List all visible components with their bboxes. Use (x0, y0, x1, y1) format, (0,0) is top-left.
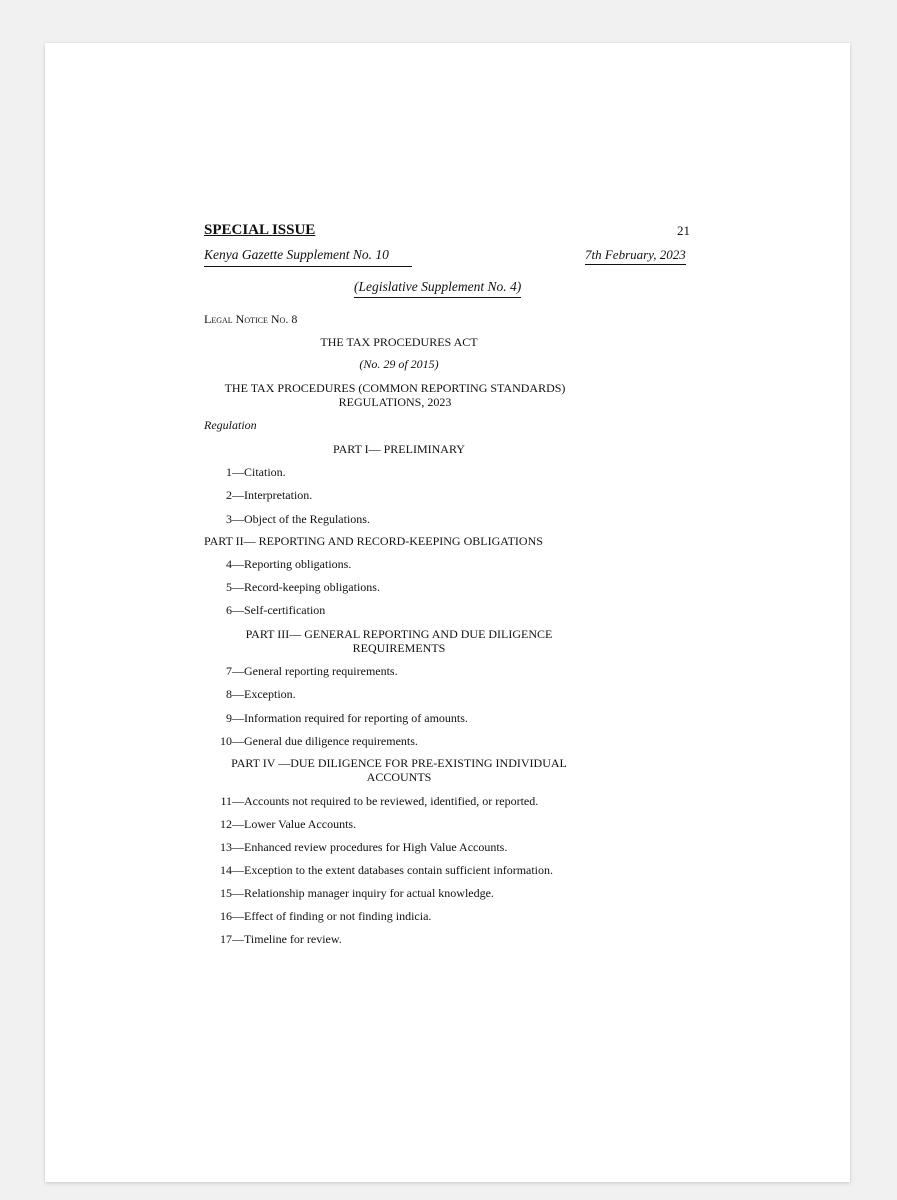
list-item: 4—Reporting obligations. (226, 557, 352, 571)
list-item: 17—Timeline for review. (220, 932, 342, 946)
list-item: 13—Enhanced review procedures for High Value Accounts. (220, 840, 508, 854)
act-number: (No. 29 of 2015) (359, 357, 439, 371)
page-number: 21 (677, 223, 690, 238)
regulations-title: THE TAX PROCEDURES (COMMON REPORTING STANDARDS) REGULATIONS, 2023 (224, 381, 566, 409)
list-item: 16—Effect of finding or not finding indicia. (220, 909, 432, 923)
document-page (45, 43, 850, 1182)
list-item: 15—Relationship manager inquiry for actual knowledge. (220, 886, 494, 900)
gazette-supplement: Kenya Gazette Supplement No. 10 (204, 247, 389, 262)
part-heading: PART IV —DUE DILIGENCE FOR PRE-EXISTING INDIVIDUAL ACCOUNTS (231, 756, 567, 784)
list-item: 11—Accounts not required to be reviewed, identified, or reported. (220, 794, 539, 808)
special-issue-heading: SPECIAL ISSUE (204, 222, 316, 238)
part-heading: PART II— REPORTING AND RECORD-KEEPING OBLIGATIONS (204, 534, 543, 548)
part-heading: PART I— PRELIMINARY (333, 442, 465, 456)
list-item: 14—Exception to the extent databases contain sufficient information. (220, 863, 554, 877)
list-item: 1—Citation. (226, 465, 286, 479)
list-item: 8—Exception. (226, 687, 296, 701)
list-item: 9—Information required for reporting of amounts. (226, 711, 468, 725)
list-item: 10—General due diligence requirements. (220, 734, 418, 748)
divider (204, 266, 412, 267)
legislative-supplement: (Legislative Supplement No. 4) (354, 279, 521, 298)
list-item: 3—Object of the Regulations. (226, 512, 370, 526)
list-item: 2—Interpretation. (226, 488, 313, 502)
list-item: 5—Record-keeping obligations. (226, 580, 380, 594)
act-title: THE TAX PROCEDURES ACT (320, 335, 478, 349)
legal-notice: Legal Notice No. 8 (204, 312, 298, 326)
regulation-label: Regulation (204, 418, 257, 432)
list-item: 12—Lower Value Accounts. (220, 817, 357, 831)
list-item: 6—Self-certification (226, 603, 326, 617)
part-heading: PART III— GENERAL REPORTING AND DUE DILIGENCE REQUIREMENTS (245, 627, 553, 655)
list-item: 7—General reporting requirements. (226, 664, 398, 678)
issue-date: 7th February, 2023 (585, 247, 686, 265)
